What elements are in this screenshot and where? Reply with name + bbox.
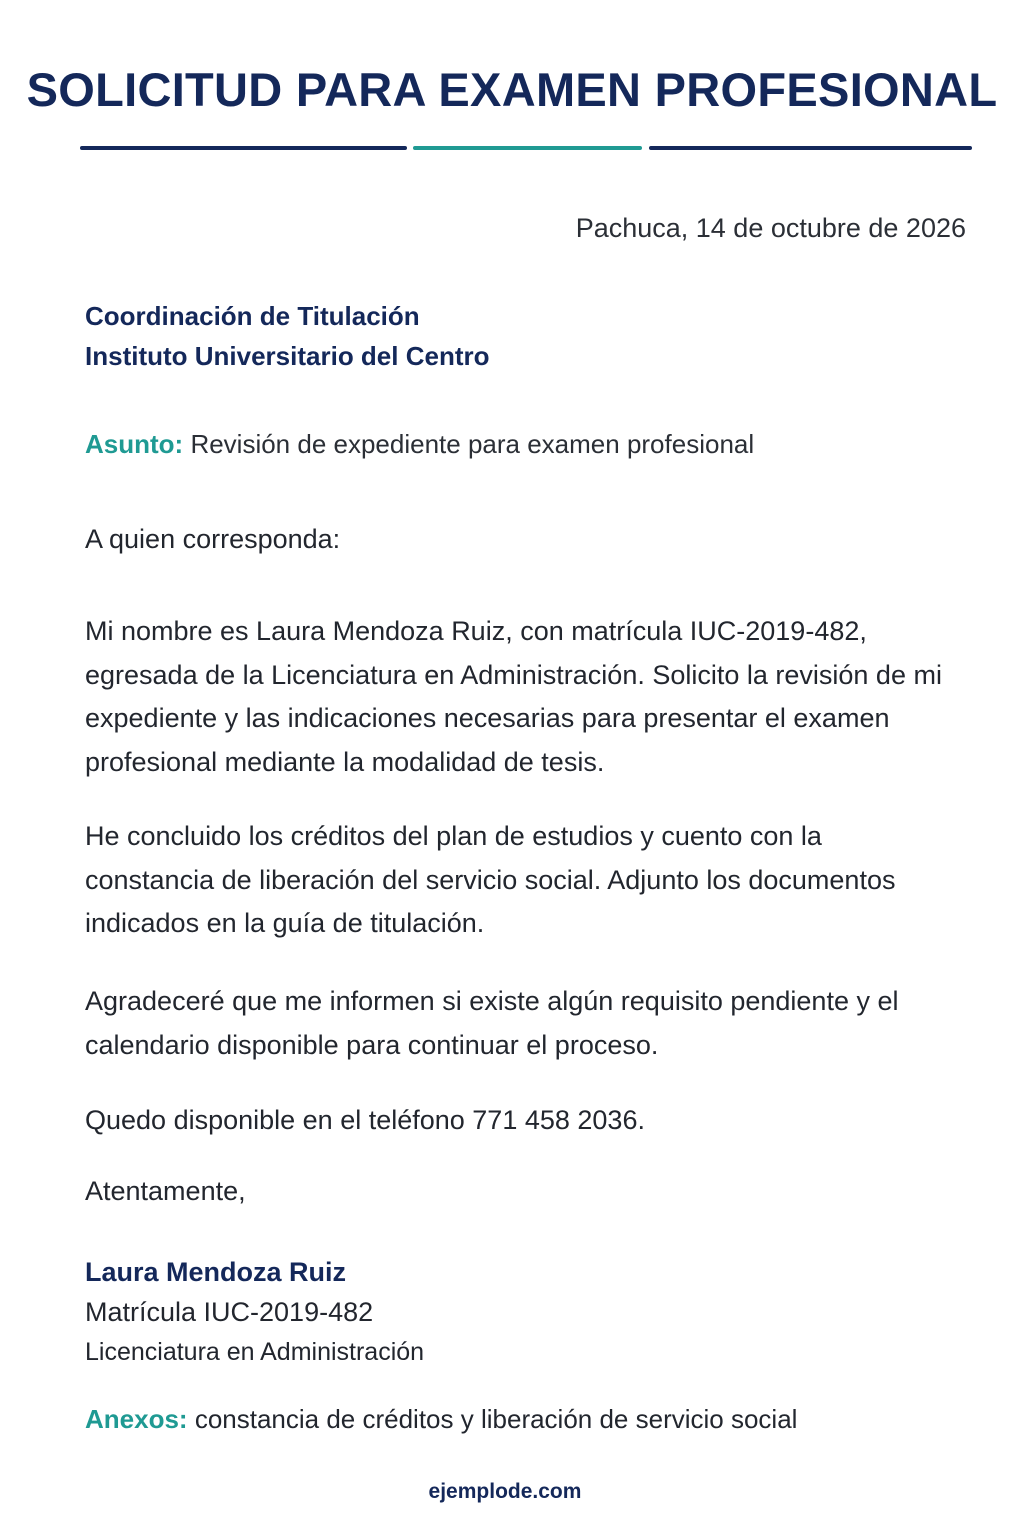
signature-block [85,1252,424,1372]
subject-text: Revisión de expediente para examen profesional [190,429,755,459]
body-paragraph-1: Mi nombre es Laura Mendoza Ruiz, con matrícula IUC-2019-482, egresada de la Licenciatura en Administración. Solicito la revisión de mi expediente y las indicaciones necesarias para presentar el examen profesional mediante la modalidad de tesis. [85,616,942,777]
subject-line [85,429,754,460]
title-rule-right [649,146,972,150]
greeting: A quien corresponda: [85,524,341,554]
recipient-block [85,296,490,376]
title-rule-center [413,146,642,150]
signature-name: Laura Mendoza Ruiz [85,1257,347,1287]
recipient-line-2: Instituto Universitario del Centro [85,341,490,371]
footer-site: ejemplode.com [428,1480,582,1503]
closing: Atentamente, [85,1176,246,1206]
subject-label: Asunto: [85,429,184,459]
annexes-label: Anexos: [85,1404,188,1434]
title-rule-left [80,146,407,150]
body-paragraph-3: Agradeceré que me informen si existe algún requisito pendiente y el calendario disponible para continuar el proceso. [85,986,899,1060]
recipient-line-1: Coordinación de Titulación [85,301,420,331]
place-date: Pachuca, 14 de octubre de 2026 [575,213,966,243]
annexes-text: constancia de créditos y liberación de servicio social [194,1404,798,1434]
page-title: SOLICITUD PARA EXAMEN PROFESIONAL [26,63,998,116]
signature-program: Licenciatura en Administración [85,1338,425,1366]
body-paragraph-4: Quedo disponible en el teléfono 771 458 2036. [85,1105,645,1135]
annexes-line [85,1404,797,1435]
signature-id: Matrícula IUC-2019-482 [85,1297,374,1327]
body-paragraph-2: He concluido los créditos del plan de estudios y cuento con la constancia de liberación del servicio social. Adjunto los documentos indicados en la guía de titulación. [85,821,896,938]
